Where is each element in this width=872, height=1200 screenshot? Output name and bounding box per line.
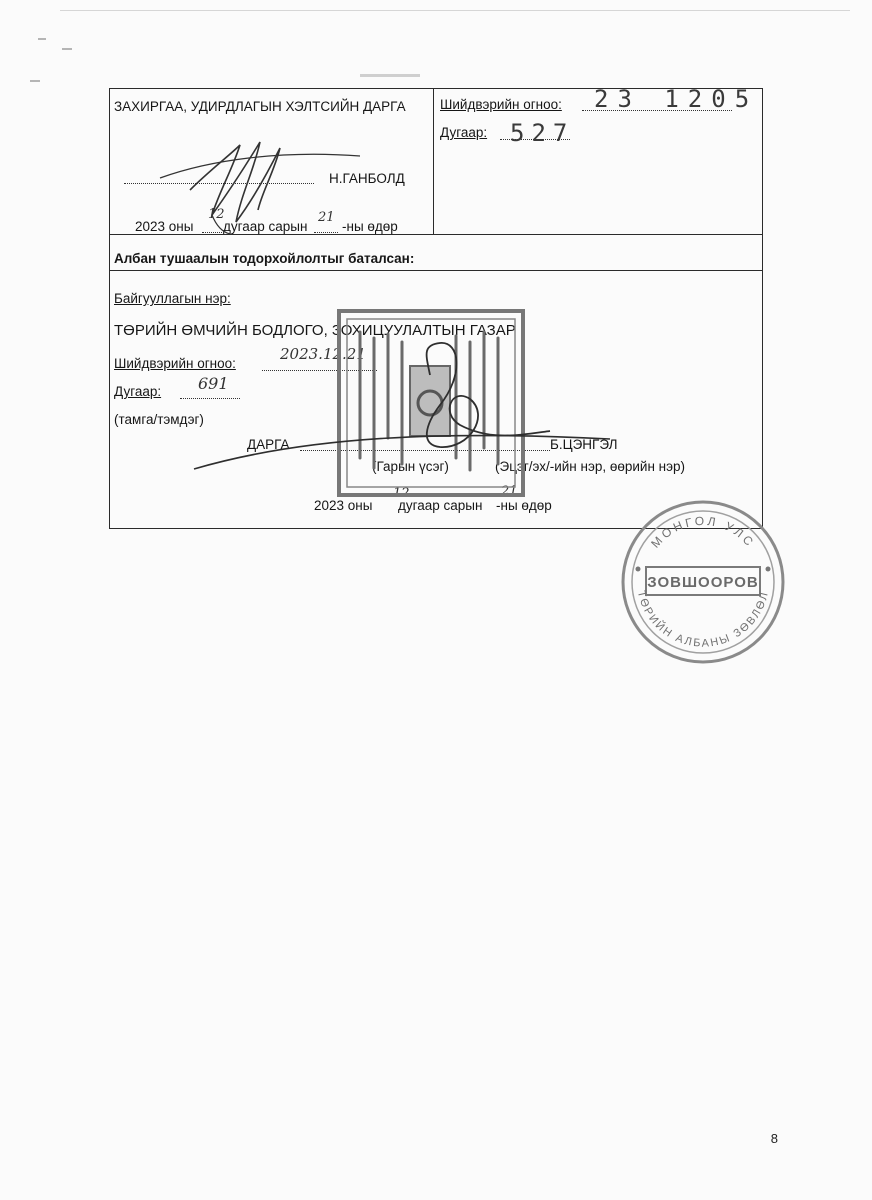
decision-number-value: 527	[510, 119, 575, 147]
verification-date-value: 2023.12.21	[280, 345, 366, 363]
approver-date-year: 2023 оны	[135, 219, 194, 234]
seal-top-text: МОНГОЛ УЛС	[648, 513, 758, 551]
decision-number-label: Дугаар:	[440, 125, 488, 140]
verification-day-handwritten: 21	[501, 484, 518, 499]
verification-heading: Албан тушаалын тодорхойлолтыг баталсан:	[114, 251, 415, 266]
verification-month-handwritten: 12	[393, 486, 410, 501]
seal-bottom-text: ТӨРИЙН АЛБАНЫ ЗӨВЛӨЛ	[634, 589, 772, 650]
scan-mark	[62, 48, 72, 50]
verification-number-value: 691	[198, 374, 229, 393]
verification-date-day: -ны өдөр	[496, 498, 552, 513]
scan-mark	[38, 38, 46, 40]
scan-mark	[30, 80, 40, 82]
org-name: ТӨРИЙН ӨМЧИЙН БОДЛОГО, ЗОХИЦУУЛАЛТЫН ГАЗАР	[114, 322, 516, 339]
seal-center-text: ЗОВШООРОВ	[647, 574, 759, 591]
signature-caption: (Гарын үсэг)	[372, 459, 449, 474]
approver-name: Н.ГАНБОЛД	[329, 171, 405, 186]
decision-date-label: Шийдвэрийн огноо:	[440, 97, 562, 112]
approver-date-month: дугаар сарын	[223, 219, 308, 234]
verification-date-label: Шийдвэрийн огноо:	[114, 356, 236, 371]
signer-position: ДАРГА	[247, 437, 290, 452]
approver-date-day: -ны өдөр	[342, 219, 398, 234]
stamp-label: (тамга/тэмдэг)	[114, 412, 204, 427]
page-number: 8	[770, 1131, 778, 1146]
name-caption: (Эцэг/эх/-ийн нэр, өөрийн нэр)	[495, 459, 686, 474]
table-divider-vertical	[433, 89, 434, 234]
signer-signature	[190, 335, 670, 475]
signer-name: Б.ЦЭНГЭЛ	[550, 437, 618, 452]
approver-position: ЗАХИРГАА, УДИРДЛАГЫН ХЭЛТСИЙН ДАРГА	[114, 99, 406, 114]
org-label: Байгууллагын нэр:	[114, 291, 231, 306]
approver-day-handwritten: 21	[318, 210, 335, 225]
verification-date-year: 2023 оны	[314, 498, 373, 513]
table-divider	[110, 270, 762, 271]
verification-number-label: Дугаар:	[114, 384, 162, 399]
approver-signature	[150, 130, 370, 240]
decision-date-value: 23 1205	[594, 85, 759, 113]
approver-month-handwritten: 12	[208, 207, 225, 222]
verification-date-month: дугаар сарын	[398, 498, 483, 513]
scan-mark	[360, 74, 420, 77]
page-top-rule	[60, 10, 850, 11]
round-approval-seal	[618, 497, 788, 667]
